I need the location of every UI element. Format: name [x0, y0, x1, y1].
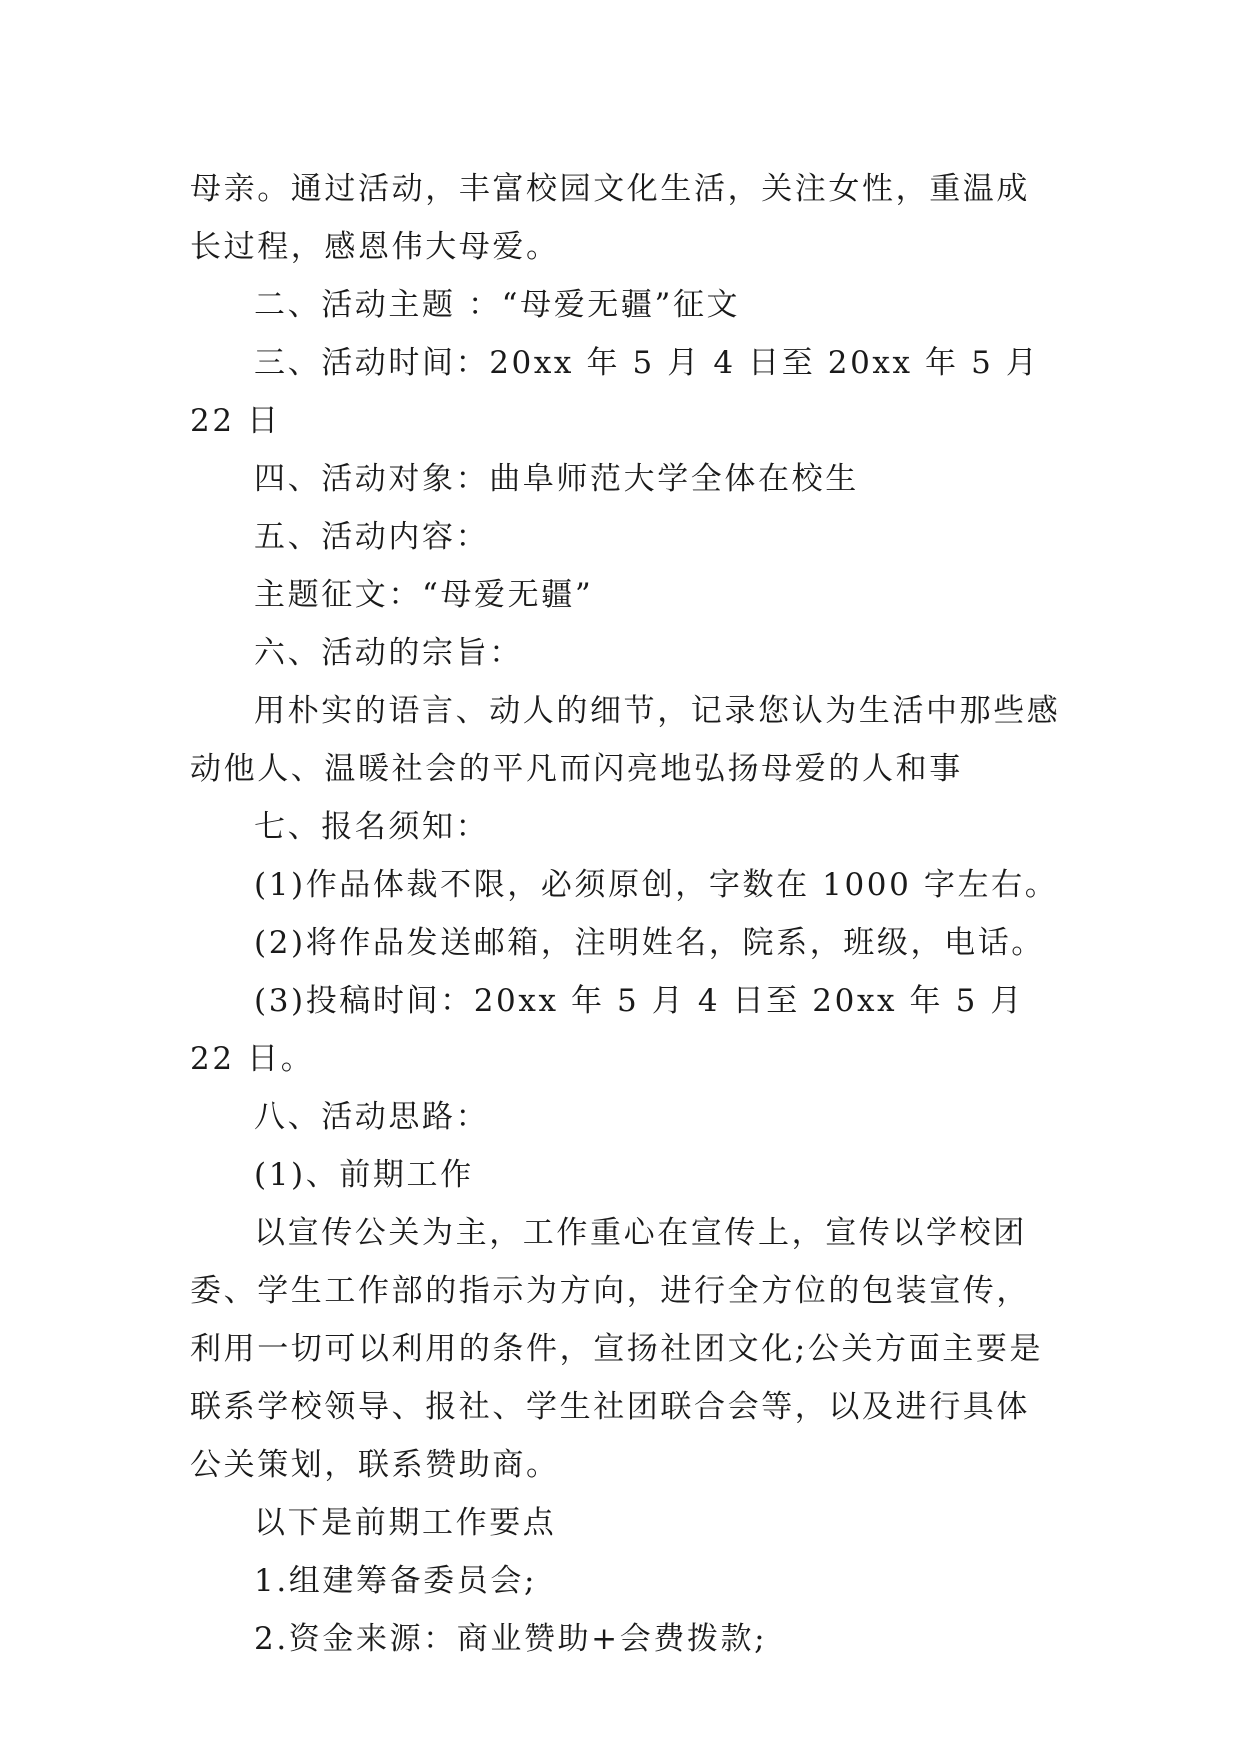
paragraph-preliminary-work-text: 以宣传公关为主，工作重心在宣传上，宣传以学校团委、学生工作部的指示为方向，进行全方位的包装宣传，利用一切可以利用的条件，宣扬社团文化;公关方面主要是联系学校领导、报社、学生社团联合会等，以及进行具体公关策划，联系赞助商。: [190, 1215, 1044, 1483]
paragraph-purpose-text: 用朴实的语言、动人的细节，记录您认为生活中那些感动他人、温暖社会的平凡而闪亮地弘扬母爱的人和事: [190, 693, 1061, 787]
paragraph-registration-item-3: (3)投稿时间：20xx 年 5 月 4 日至 20xx 年 5 月 22 日。: [190, 983, 1024, 1077]
paragraph-key-points-heading: 以下是前期工作要点: [254, 1505, 557, 1541]
paragraph-key-point-2: 2.资金来源：商业赞助+会费拨款;: [254, 1621, 768, 1657]
paragraph-theme-essay: 主题征文：“母爱无疆”: [254, 577, 594, 613]
paragraph-activity-time: 三、活动时间：20xx 年 5 月 4 日至 20xx 年 5 月 22 日: [190, 345, 1040, 439]
paragraph-preliminary-work-heading: (1)、前期工作: [254, 1157, 474, 1193]
paragraph-continuation: 母亲。通过活动，丰富校园文化生活，关注女性，重温成长过程，感恩伟大母爱。: [190, 171, 1030, 265]
paragraph-key-point-1: 1.组建筹备委员会;: [254, 1563, 538, 1599]
paragraph-registration-item-2: (2)将作品发送邮箱，注明姓名，院系，班级，电话。: [254, 925, 1045, 961]
paragraph-approach-heading: 八、活动思路：: [254, 1099, 490, 1135]
paragraph-registration-item-1: (1)作品体裁不限，必须原创，字数在 1000 字左右。: [254, 867, 1059, 903]
paragraph-activity-theme: 二、活动主题 ：“母爱无疆”征文: [254, 287, 741, 323]
paragraph-registration-heading: 七、报名须知：: [254, 809, 490, 845]
document-body: [190, 160, 1062, 1668]
paragraph-activity-target: 四、活动对象：曲阜师范大学全体在校生: [254, 461, 859, 497]
paragraph-purpose-heading: 六、活动的宗旨：: [254, 635, 523, 671]
paragraph-activity-content-heading: 五、活动内容：: [254, 519, 490, 555]
